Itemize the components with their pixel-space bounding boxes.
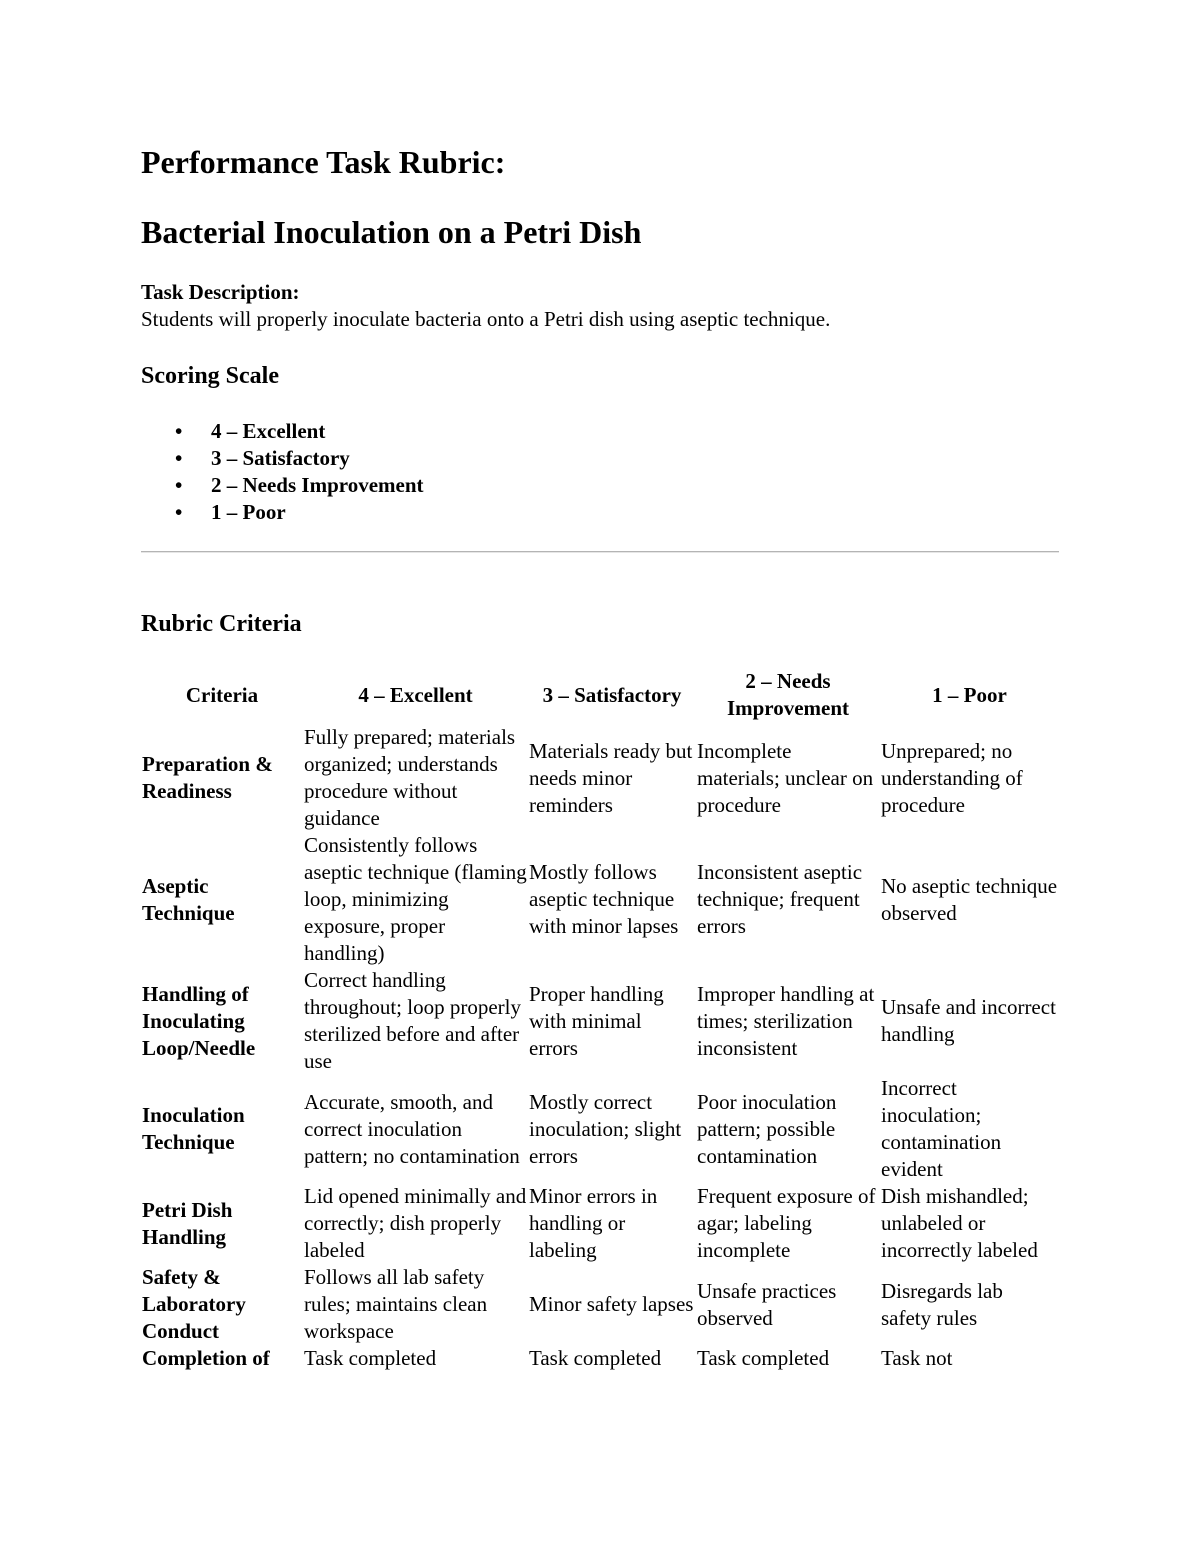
satisfactory-cell: Proper handling with minimal errors (529, 981, 664, 1060)
needs-improvement-cell: Inconsistent aseptic technique; frequent errors (697, 860, 863, 938)
criteria-cell: Preparation & Readiness (142, 752, 273, 803)
column-header-excellent: 4 – Excellent (358, 682, 473, 707)
rubric-header-row (141, 666, 1059, 724)
excellent-cell: Accurate, smooth, and correct inoculation pattern; no contamination (304, 1089, 520, 1168)
bullet-icon: • (175, 500, 183, 524)
needs-improvement-cell: Frequent exposure of agar; labeling incomplete (697, 1184, 876, 1262)
column-header-needs-improvement: 2 – Needs Improvement (726, 669, 850, 720)
table-row (141, 832, 1059, 967)
document-title: Performance Task Rubric: (141, 144, 506, 180)
poor-cell: Unprepared; no understanding of procedure (881, 738, 1023, 817)
needs-improvement-cell: Poor inoculation pattern; possible contamination (697, 1089, 837, 1168)
excellent-cell: Fully prepared; materials organized; understands procedure without guidance (304, 725, 516, 830)
horizontal-divider (141, 551, 1059, 553)
criteria-cell: Completion of (142, 1346, 270, 1370)
needs-improvement-cell: Incomplete materials; unclear on procedure (697, 738, 874, 817)
bullet-icon: • (175, 473, 183, 497)
table-row (141, 1345, 1059, 1372)
task-description-label: Task Description: (141, 280, 300, 304)
poor-cell: Incorrect inoculation; contamination evident (881, 1076, 1002, 1181)
scoring-scale-heading: Scoring Scale (141, 363, 279, 389)
excellent-cell: Lid opened minimally and correctly; dish properly labeled (304, 1184, 527, 1262)
needs-improvement-cell: Improper handling at times; sterilization inconsistent (697, 981, 875, 1060)
column-header-poor: 1 – Poor (932, 682, 1007, 707)
satisfactory-cell: Materials ready but needs minor reminders (529, 738, 693, 817)
scoring-scale-item: • 2 – Needs Improvement (175, 473, 424, 497)
satisfactory-cell: Minor safety lapses (529, 1292, 694, 1316)
table-row (141, 967, 1059, 1075)
criteria-cell: Handling of Inoculating Loop/Needle (142, 981, 256, 1060)
column-header-satisfactory: 3 – Satisfactory (542, 682, 682, 707)
bullet-icon: • (175, 419, 183, 443)
criteria-cell: Petri Dish Handling (142, 1197, 233, 1249)
bullet-icon: • (175, 446, 183, 470)
criteria-cell: Safety & Laboratory Conduct (142, 1265, 246, 1343)
criteria-cell: Inoculation Technique (142, 1103, 245, 1154)
scoring-scale-item: • 3 – Satisfactory (175, 446, 350, 470)
satisfactory-cell: Task completed (529, 1346, 662, 1370)
excellent-cell: Task completed (304, 1346, 437, 1370)
table-row (141, 1264, 1059, 1345)
poor-cell: Task not (881, 1346, 953, 1370)
scoring-scale-item: • 4 – Excellent (175, 419, 326, 443)
satisfactory-cell: Mostly correct inoculation; slight errors (529, 1089, 682, 1168)
poor-cell: No aseptic technique observed (881, 873, 1058, 925)
excellent-cell: Correct handling throughout; loop properly sterilized before and after use (304, 968, 521, 1073)
poor-cell: Unsafe and incorrect handling (881, 995, 1056, 1046)
table-row (141, 724, 1059, 832)
excellent-cell: Follows all lab safety rules; maintains clean workspace (304, 1265, 488, 1343)
rubric-criteria-heading: Rubric Criteria (141, 611, 302, 637)
task-description-text: Students will properly inoculate bacteria onto a Petri dish using aseptic technique. (141, 307, 831, 331)
scoring-scale-item: • 1 – Poor (175, 500, 286, 524)
satisfactory-cell: Minor errors in handling or labeling (529, 1184, 658, 1262)
scoring-scale-list (141, 418, 424, 526)
needs-improvement-cell: Unsafe practices observed (697, 1278, 837, 1330)
poor-cell: Dish mishandled; unlabeled or incorrectly labeled (881, 1184, 1038, 1262)
column-header-criteria: Criteria (185, 682, 259, 707)
criteria-cell: Aseptic Technique (142, 873, 235, 925)
excellent-cell: Consistently follows aseptic technique (flaming loop, minimizing exposure, proper handling) (304, 833, 527, 965)
table-row (141, 1183, 1059, 1264)
needs-improvement-cell: Task completed (697, 1346, 830, 1370)
rubric-table (141, 666, 1059, 1372)
satisfactory-cell: Mostly follows aseptic technique with minor lapses (529, 860, 679, 938)
table-row (141, 1075, 1059, 1183)
poor-cell: Disregards lab safety rules (881, 1278, 1003, 1330)
document-subtitle: Bacterial Inoculation on a Petri Dish (141, 214, 642, 250)
